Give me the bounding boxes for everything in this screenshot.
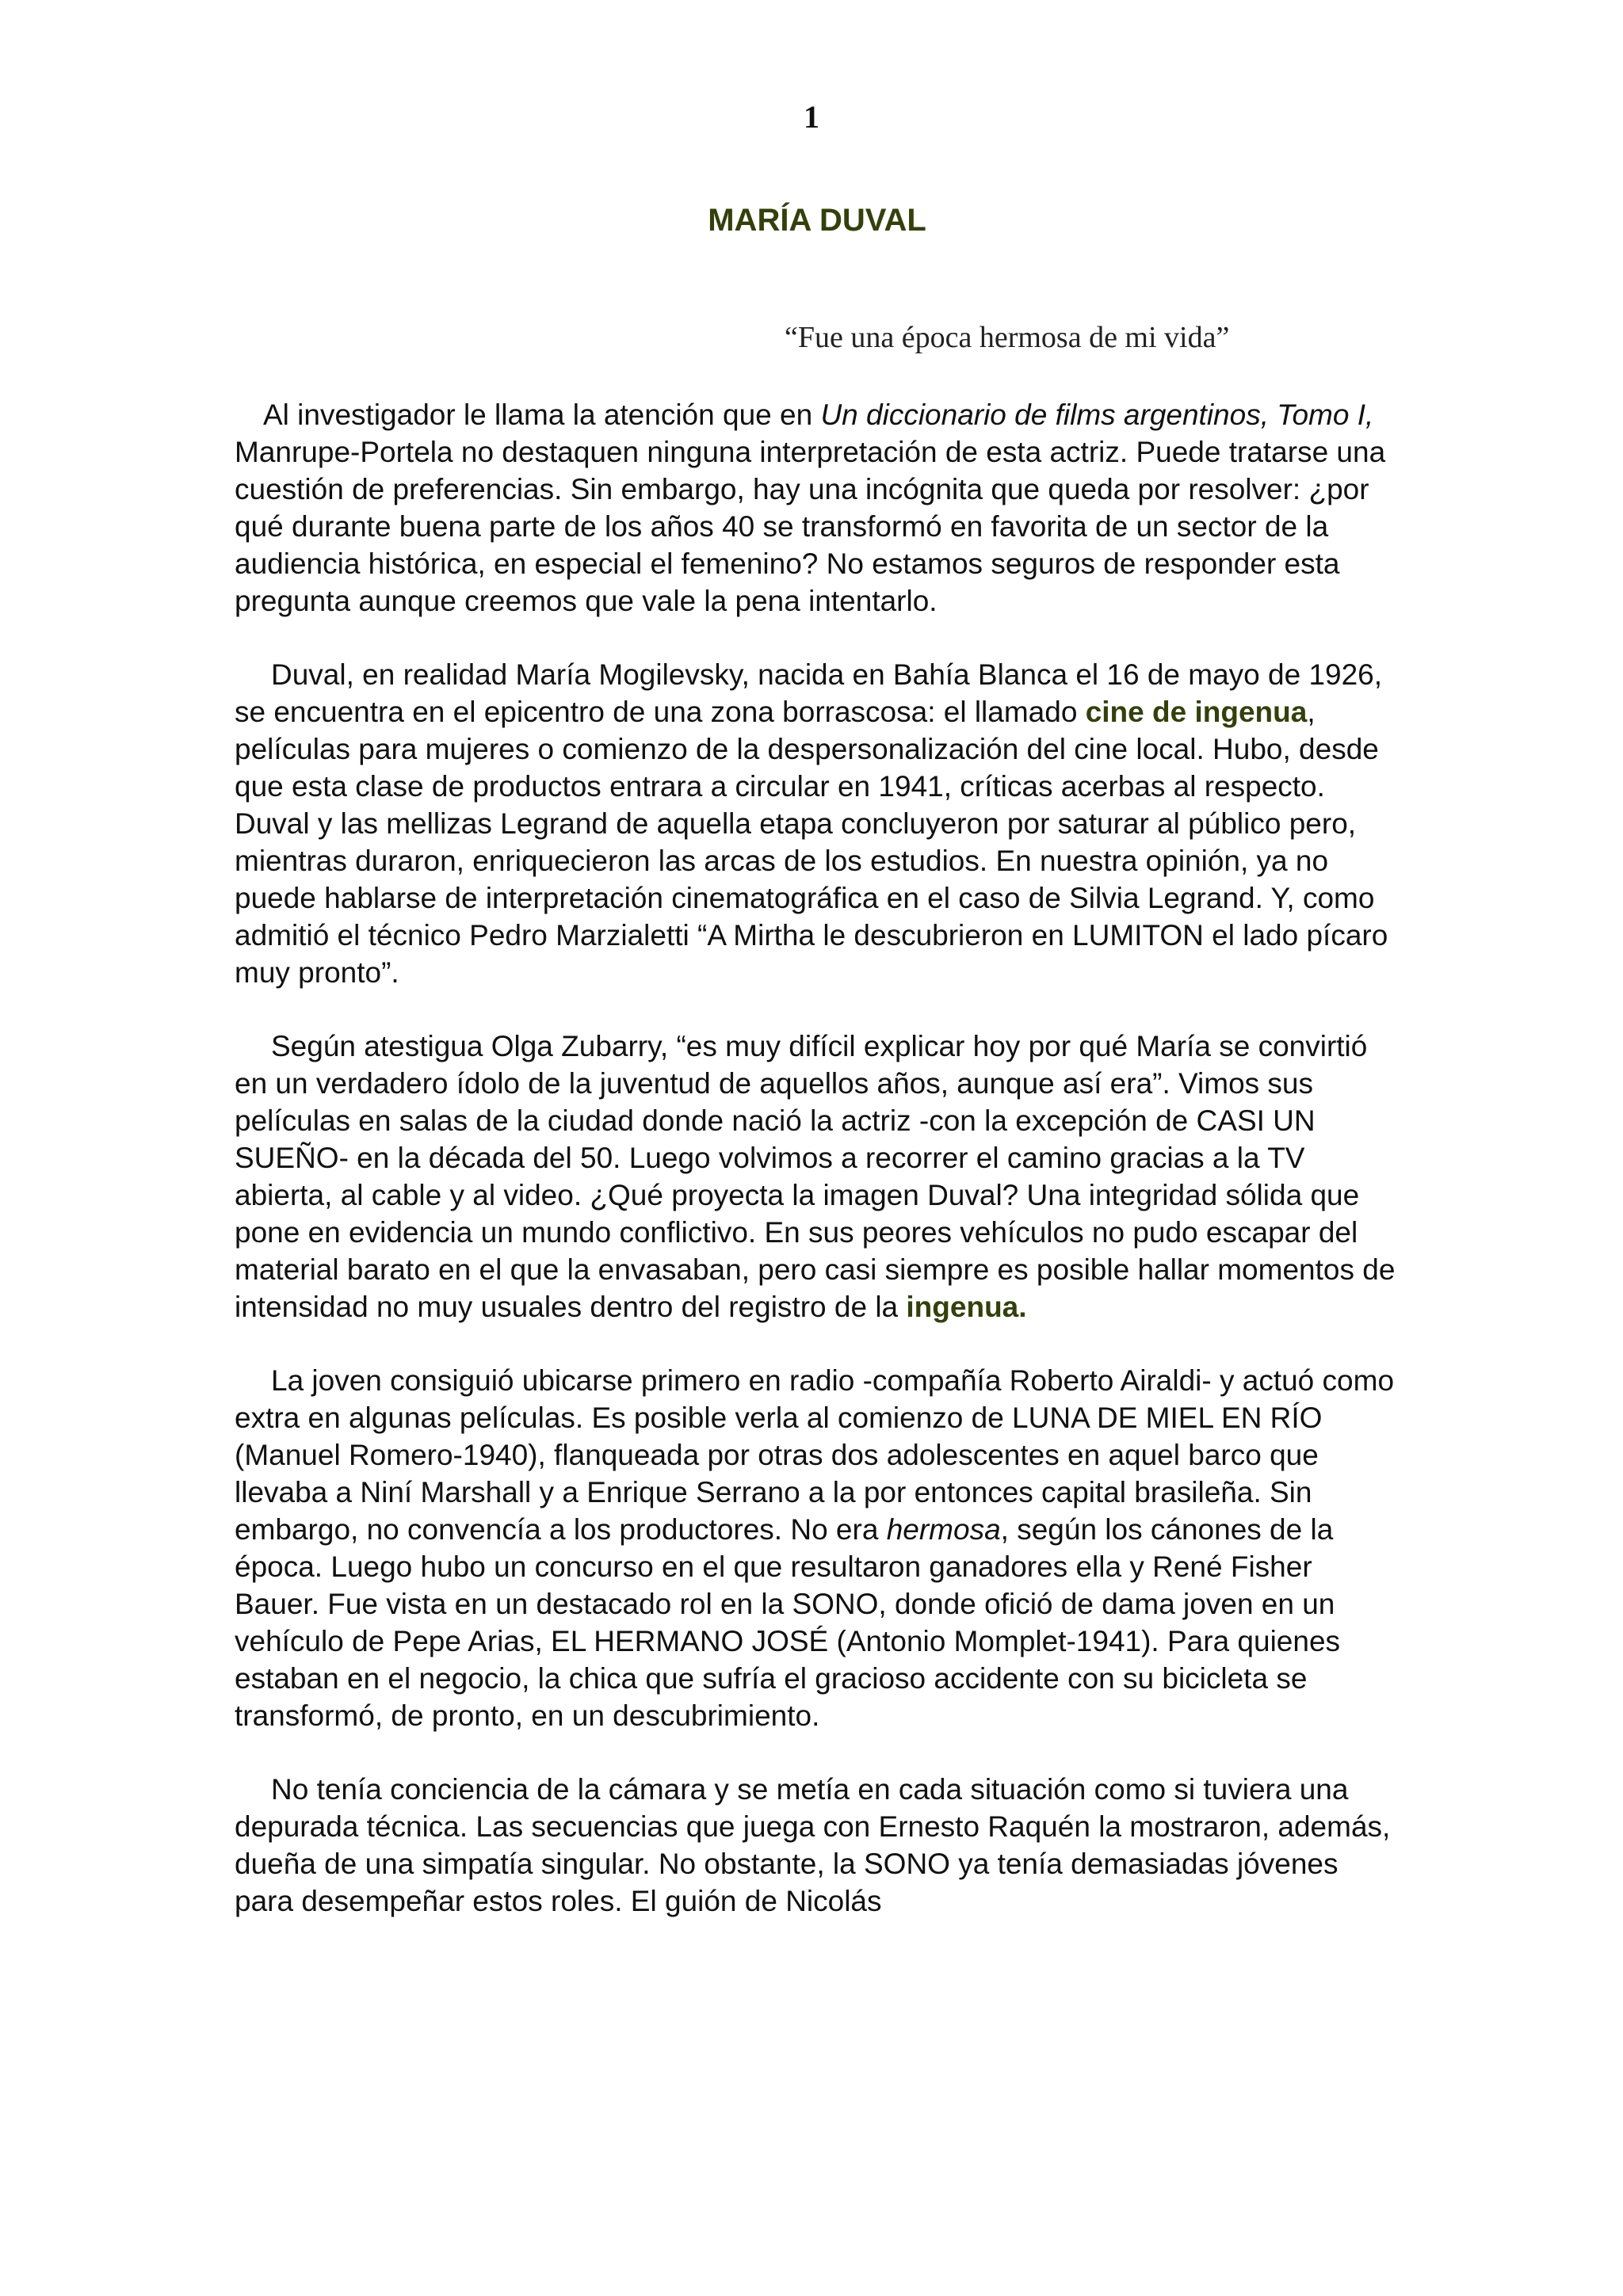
document-body	[235, 396, 1404, 1956]
paragraph-3-highlight: ingenua.	[906, 1291, 1027, 1323]
paragraph-2-highlight: cine de ingenua	[1085, 696, 1308, 728]
paragraph-1	[235, 396, 1404, 620]
epigraph: “Fue una época hermosa de mi vida”	[785, 321, 1230, 354]
paragraph-4-text-b: , según los cánones de la época. Luego hubo un concurso en el que resultaron ganadores ella y René Fisher Bauer. Fue vista en un destacado rol en la SONO, donde ofició de dama joven en un vehículo de Pepe Arias, EL HERMANO JOSÉ (Antonio Momplet-1941). Para quienes estaban en el negocio, la chica que sufría el gracioso accidente con su bicicleta se transformó, de pronto, en un descubrimiento.	[235, 1513, 1341, 1732]
paragraph-4-emphasis: hermosa	[886, 1513, 1001, 1546]
paragraph-4	[235, 1362, 1404, 1734]
paragraph-5	[235, 1771, 1404, 1920]
page-title: MARÍA DUVAL	[708, 203, 926, 238]
paragraph-1-book-title: Un diccionario de films argentinos, Tomo I,	[820, 399, 1374, 431]
paragraph-1-text-a: Al investigador le llama la atención que en	[263, 399, 821, 431]
paragraph-4-text-a: La joven consiguió ubicarse primero en radio -compañía Roberto Airaldi- y actuó como extra en algunas películas. Es posible verla al comienzo de LUNA DE MIEL EN RÍO (Manuel Romero-1940), flanqueada por otras dos adolescentes en aquel barco que llevaba a Niní Marshall y a Enrique Serrano a la por entonces capital brasileña. Sin embargo, no convencía a los productores. No era	[235, 1364, 1395, 1546]
paragraph-1-text-b: Manrupe-Portela no destaquen ninguna interpretación de esta actriz. Puede tratarse una cuestión de preferencias. Sin embargo, hay una incógnita que queda por resolver: ¿por qué durante buena parte de los años 40 se transformó en favorita de un sector de la audiencia histórica, en especial el femenino? No estamos seguros de responder esta pregunta aunque creemos que vale la pena intentarlo.	[235, 436, 1386, 617]
paragraph-2-text-a: Duval, en realidad María Mogilevsky, nacida en Bahía Blanca el 16 de mayo de 1926, se encuentra en el epicentro de una zona borrascosa: el llamado	[235, 658, 1383, 728]
paragraph-3-text-a: Según atestigua Olga Zubarry, “es muy difícil explicar hoy por qué María se convirtió en un verdadero ídolo de la juventud de aquellos años, aunque así era”. Vimos sus películas en salas de la ciudad donde nació la actriz -con la excepción de CASI UN SUEÑO- en la década del 50. Luego volvimos a recorrer el camino gracias a la TV abierta, al cable y al video. ¿Qué proyecta la imagen Duval? Una integridad sólida que pone en evidencia un mundo conflictivo. En sus peores vehículos no pudo escapar del material barato en el que la envasaban, pero casi siempre es posible hallar momentos de intensidad no muy usuales dentro del registro de la	[235, 1030, 1396, 1323]
paragraph-2	[235, 656, 1404, 991]
page-number: 1	[804, 99, 819, 135]
paragraph-3	[235, 1028, 1404, 1325]
paragraph-2-text-b: , películas para mujeres o comienzo de la despersonalización del cine local. Hubo, desde que esta clase de productos entrara a circular en 1941, críticas acerbas al respecto. Duval y las mellizas Legrand de aquella etapa concluyeron por saturar al público pero, mientras duraron, enriquecieron las arcas de los estudios. En nuestra opinión, ya no puede hablarse de interpretación cinematográfica en el caso de Silvia Legrand. Y, como admitió el técnico Pedro Marzialetti “A Mirtha le descubrieron en LUMITON el lado pícaro muy pronto”.	[235, 696, 1388, 989]
paragraph-5-text: No tenía conciencia de la cámara y se metía en cada situación como si tuviera una depurada técnica. Las secuencias que juega con Ernesto Raquén la mostraron, además, dueña de una simpatía singular. No obstante, la SONO ya tenía demasiadas jóvenes para desempeñar estos roles. El guión de Nicolás	[235, 1773, 1391, 1917]
